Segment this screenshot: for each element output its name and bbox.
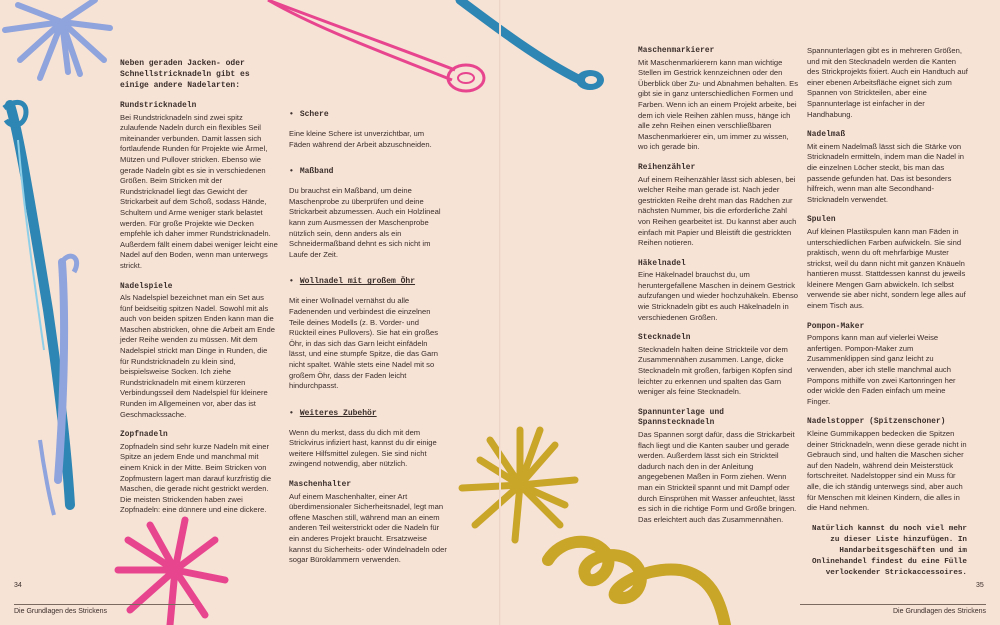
section-text-maschenmarkierer: Mit Maschenmarkierern kann man wichtige Stellen im Gestrick kennzeichnen oder den Überblick über Zu- und Abnahmen behalten. Es gibt sie in ganz unterschiedlichen Formen und Farben. Wenn ich an einem Projekt arbeite, bei dem ich viele Reihen zählen muss, hänge ich alle zehn Reihen einen verschließbaren Maschenmarkierer ein, um immer zu wissen, wo ich gerade bin. [638,57,798,152]
footer-right: Die Grundlagen des Strickens [800,604,986,615]
section-text-haekelnadel: Eine Häkelnadel brauchst du, um heruntergefallene Maschen in deinem Gestrick aufzufangen und wieder hochzuhäkeln. Ebenso wie Stricknadeln gibt es auch Häkelnadeln in verschiedenen Größen. [638,270,799,322]
section-heading-spannunterlage: Spannunterlage und Spannstecknadeln [638,408,725,428]
section-text-nadelspiele: Als Nadelspiel bezeichnet man ein Set aus fünf beidseitig spitzen Nadel. Sowohl mit als auch von beiden spitzen Enden kann man die Maschen abstricken, ohne die Arbeit am Ende jeder Reihe wenden zu müssen. Mit dem Nadelspiel strickt man Dinge in Runden, die für Rundstricknadeln zu klein sind, beispielsweise Socken. Ich ziehe Rundstricknadeln mit einem kürzeren Verbindungsseil dem Nadelspiel für kleinere Runden im Allgemeinen vor, aber das ist Geschmackssache. [120,293,275,419]
section-heading-reihenzaehler: Reihenzähler [638,163,696,172]
bullet-heading-massband: • Maßband [289,167,334,177]
footer-left: Die Grundlagen des Strickens [14,604,194,615]
section-text-rundstricknadeln: Bei Rundstricknadeln sind zwei spitz zulaufende Nadeln durch ein flexibles Seil miteinander verbunden. Damit lassen sich fortlaufende Runden für Projekte wie Ärmel, Mützen und Pullover stricken. Ebenso wie gerade Nadeln gibt es sie in verschiedenen Größen. Beim Stricken mit der Rundstricknadel liegt das Gewicht der Strickarbeit auf dem Schoß, sodass Hände, Schultern und Arme weniger stark belastet werden. Für große Projekte wie Decken empfehle ich daher immer Rundstricknadeln. Außerdem fällt einem dabei weniger leicht eine Nadel auf den Boden, wenn man unterwegs strickt. [120,112,278,270]
right-column-2 [807,46,969,514]
section-heading-rundstricknadeln: Rundstricknadeln [120,102,197,110]
section-heading-maschenhalter: Maschenhalter [289,481,352,490]
right-column-1 [638,46,798,525]
right-page [500,0,1000,625]
section-text-nadelstopper: Kleine Gummikappen bedecken die Spitzen deiner Stricknadeln, wenn diese gerade nicht in Gebrauch sind, und halten die Maschen sicher auf den Nadeln, während dein Meisterstück fortschreitet. Nadelstopper sind ein Muss für alle, die ich ständig unterwegs sind, aber auch für Menschen mit kleinen Kindern, die alles in die Hand nehmen. [807,429,967,513]
left-column-2 [289,109,447,566]
outro-text: Natürlich kannst du noch viel mehr zu dieser Liste hinzufügen. In Handarbeitsgeschäften und im Onlinehandel findest du eine Fülle verlockender Strickaccessoires. [812,525,967,577]
page-number-right: 35 [976,582,984,589]
section-text-spannunterlage-cont: Spannunterlagen gibt es in mehreren Größen, und mit den Stecknadeln werden die Kanten des Strickprojekts fixiert. Auch ein Handtuch auf einer ebenen Arbeitsfläche eignet sich zum Spannen von Strickteilen, aber eine Spannunterlage ist einfacher in der Handhabung. [807,46,968,119]
section-heading-nadelstopper: Nadelstopper (Spitzenschoner) [807,418,946,427]
section-text-zopfnadeln: Zopfnadeln sind sehr kurze Nadeln mit einer Spitze an jedem Ende und manchmal mit einem Knick in der Mitte. Beim Stricken von Zopfmustern lagert man darauf kurzfristig die Maschen, die gerade nicht gestrickt werden. Die meisten Strickenden haben zwei Zopfnadeln: eine dünnere und eine dickere. [120,441,272,515]
section-heading-maschenmarkierer: Maschenmarkierer [638,47,715,55]
bullet-text-massband: Du brauchst ein Maßband, um deine Maschenprobe zu überprüfen und deine Strickarbeit abzumessen. Auch ein Holzlineal kann zum Ausmessen der Maschenprobe nützlich sein, denn anders als ein Schneidermaßband dehnt es sich nicht im Laufe der Zeit. [289,186,441,259]
intro-text: Neben geraden Jacken- oder Schnellstricknadeln gibt es einige andere Nadelarten: [120,59,250,90]
section-text-spannunterlage: Das Spannen sorgt dafür, dass die Strickarbeit flach liegt und die Kanten sauber und gerade werden. Außerdem lässt sich ein Strickteil dadurch nach den in der Anleitung angegebenen Maßen in Form ziehen. Wenn man ein Strickteil spannt und mit Dampf oder durch Einsprühen mit Wasser anfeuchtet, lässt es sich in die richtige Form und Größe bringen. Das erleichtert auch das Zusammennähen. [638,430,797,524]
section-text-maschenhalter: Auf einem Maschenhalter, einer Art überdimensionaler Sicherheitsnadel, legt man offene Maschen still, während man an einem anderen Teil weiterstrickt oder die Nadeln für ein anderes Projekt braucht. Ersatzweise kannst du Sicherheits- oder Windelnadeln oder sogar Büroklammern verwenden. [289,491,447,565]
bullet-heading-zubehoer: • Weiteres Zubehör [289,408,377,418]
page-number-left: 34 [14,582,22,589]
section-heading-haekelnadel: Häkelnadel [638,259,686,268]
section-text-reihenzaehler: Auf einem Reihenzähler lässt sich ablesen, bei welcher Reihe man gerade ist. Nach jeder gestrickten Reihe dreht man das Rädchen zur nächsten Nummer, bis die erforderliche Zahl von Reihen gearbeitet ist. Du kannst aber auch einfach mit Papier und Bleistift die gestrickten Reihen notieren. [638,174,797,248]
section-text-spulen: Auf kleinen Plastikspulen kann man Fäden in unterschiedlichen Farben aufwickeln. Sie sind praktisch, wenn du oft mehrfarbige Muster strickst, weil du dann nicht mit ganzen Knäueln hantieren musst. Stattdessen kannst du jeweils kleinere Mengen Garn abwickeln. Ich selbst verwende sie aber nicht, sondern lege alles auf einem Tisch aus. [807,226,966,311]
section-text-nadelmass: Mit einem Nadelmaß lässt sich die Stärke von Stricknadeln ermitteln, indem man die Nadel in die einzelnen Löcher steckt, bis man das passende gefunden hat. Das ist besonders hilfreich, wenn man alte Secondhand-Stricknadeln verwendet. [807,141,965,204]
left-column-1 [120,58,278,516]
bullet-text-wollnadel: Mit einer Wollnadel vernähst du alle Fadenenden und verbindest die einzelnen Teile deines Modells (z. B. Vorder- und Rückteil eines Pullovers). Sie hat ein großes Öhr, in das sich das Garn leicht einfädeln lässt, und eine stumpfe Spitze, die das Garn nicht spaltet. Wähle stets eine Nadel mit so großem Öhr, dass der Faden leicht hindurchpasst. [289,296,439,391]
bullet-heading-wollnadel: • Wollnadel mit großem Öhr [289,277,416,287]
section-text-stecknadeln: Stecknadeln halten deine Strickteile vor dem Zusammennähen zusammen. Lange, dicke Stecknadeln mit großen, farbigen Köpfen sind leichter zu erkennen und spalten das Garn weniger als feine Stecknadeln. [638,344,793,397]
bullet-text-zubehoer: Wenn du merkst, dass du dich mit dem Strickvirus infiziert hast, kannst du dir einige weitere Hilfsmittel zulegen. Sie sind nicht zwingend notwendig, aber nützlich. [289,427,437,469]
bullet-text-schere: Eine kleine Schere ist unverzichtbar, um Fäden während der Arbeit abzuschneiden. [289,129,432,149]
bullet-heading-schere: • Schere [289,110,329,119]
section-heading-pompon-maker: Pompon-Maker [807,322,865,331]
section-heading-stecknadeln: Stecknadeln [638,334,691,343]
section-text-pompon-maker: Pompons kann man auf vielerlei Weise anfertigen. Pompon-Maker zum Zusammenklippen sind ganz leicht zu verwenden, aber ich stelle manchmal auch Pompons mithilfe von zwei Kartonringen her oder wickle den Faden einfach um meine Finger. [807,333,956,406]
section-heading-zopfnadeln: Zopfnadeln [120,431,168,440]
section-heading-spulen: Spulen [807,216,836,225]
section-heading-nadelmass: Nadelmaß [807,131,846,140]
section-heading-nadelspiele: Nadelspiele [120,282,173,291]
